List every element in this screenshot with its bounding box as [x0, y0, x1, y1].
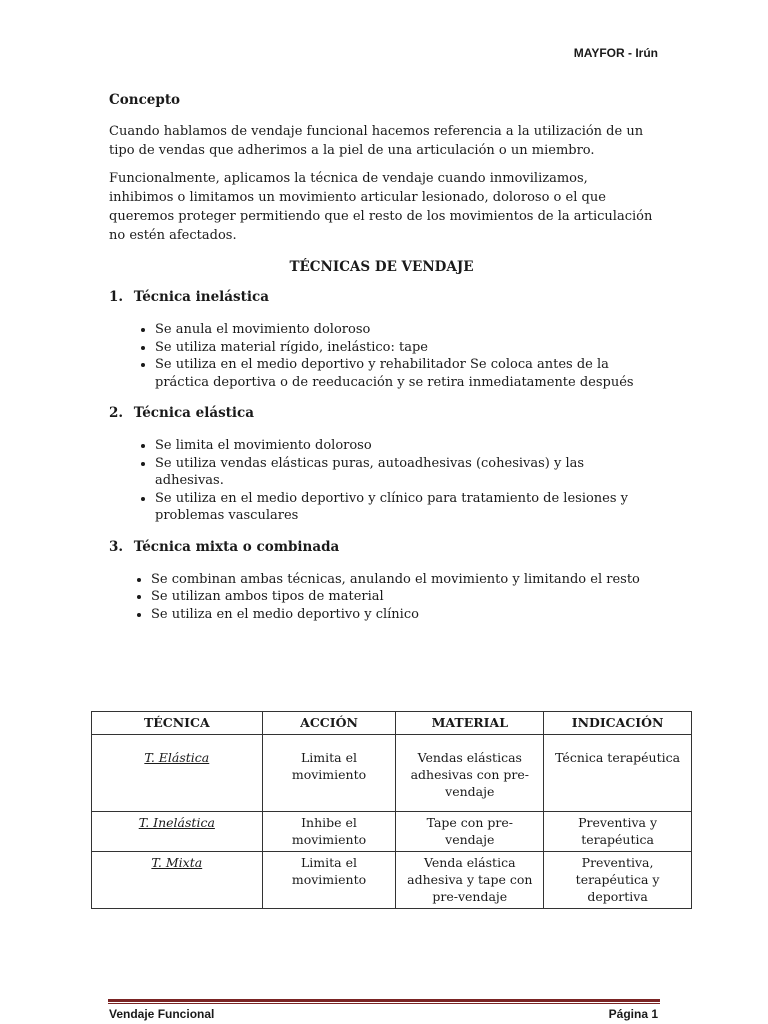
table-cell: Preventiva, terapéutica y deportiva [544, 852, 692, 909]
table-cell: Limita el movimiento [262, 735, 396, 812]
section-heading [109, 289, 654, 305]
table-header-cell: TÉCNICA [92, 712, 263, 735]
table-cell: Tape con pre-vendaje [396, 812, 544, 852]
techniques-table [91, 711, 692, 909]
section-number: 2. [109, 405, 124, 421]
list-item: • Se utiliza material rígido, inelástico: tape [155, 339, 654, 357]
table-cell: Vendas elásticas adhesivas con pre-vendaje [396, 735, 544, 812]
table-header-cell: MATERIAL [396, 712, 544, 735]
table-cell: Preventiva y terapéutica [544, 812, 692, 852]
section-heading [109, 539, 654, 555]
section-heading [109, 405, 654, 421]
table-row [92, 735, 692, 812]
table-header-cell: INDICACIÓN [544, 712, 692, 735]
list-item: • Se utiliza en el medio deportivo y rehabilitador Se coloca antes de la práctica deportiva o de reeducación y se retira inmediatamente después [155, 356, 654, 391]
footer-page-number: Página 1 [608, 1007, 658, 1021]
concept-paragraph-1: Cuando hablamos de vendaje funcional hacemos referencia a la utilización de un tipo de vendas que adherimos a la piel de una articulación o un miembro. [109, 124, 644, 158]
footer-divider-thin [108, 1003, 660, 1004]
section-title: Técnica mixta o combinada [133, 538, 340, 555]
bullet-list [109, 321, 654, 391]
table-row [92, 812, 692, 852]
list-item: • Se anula el movimiento doloroso [155, 321, 654, 339]
table-row [92, 852, 692, 909]
concept-paragraph-2: Funcionalmente, aplicamos la técnica de vendaje cuando inmovilizamos, inhibimos o limitamos un movimiento articular lesionado, doloroso o el que queremos proteger permitiendo que el resto de los movimientos de la articulación no estén afectados. [109, 171, 653, 243]
section-title: Técnica elástica [133, 405, 255, 421]
list-item: • Se utilizan ambos tipos de material [151, 588, 654, 606]
footer-divider [108, 999, 660, 1002]
list-item: • Se limita el movimiento doloroso [155, 437, 654, 455]
bullet-list [109, 571, 654, 624]
table-cell: T. Inelástica [92, 812, 263, 852]
document-body [109, 92, 654, 637]
table-cell: T. Mixta [92, 852, 263, 909]
section-title: Técnica inelástica [133, 289, 269, 305]
table-cell: Inhibe el movimiento [262, 812, 396, 852]
list-item: • Se utiliza en el medio deportivo y clínico para tratamiento de lesiones y problemas vasculares [155, 490, 654, 525]
section-number: 3. [109, 538, 124, 555]
table-cell: Venda elástica adhesiva y tape con pre-vendaje [396, 852, 544, 909]
list-item: • Se utiliza en el medio deportivo y clínico [151, 606, 654, 624]
list-item: • Se combinan ambas técnicas, anulando el movimiento y limitando el resto [151, 571, 654, 589]
techniques-title: TÉCNICAS DE VENDAJE [289, 259, 474, 275]
bullet-list [109, 437, 654, 525]
table-cell: Técnica terapéutica [544, 735, 692, 812]
section-number: 1. [109, 289, 124, 305]
footer-left: Vendaje Funcional [109, 1007, 215, 1021]
table-header-cell: ACCIÓN [262, 712, 396, 735]
table-header-row [92, 712, 692, 735]
list-item: • Se utiliza vendas elásticas puras, autoadhesivas (cohesivas) y las adhesivas. [155, 455, 654, 490]
table-cell: Limita el movimiento [262, 852, 396, 909]
concept-heading: Concepto [109, 92, 181, 108]
table-cell: T. Elástica [92, 735, 263, 812]
header-right: MAYFOR - Irún [573, 46, 658, 60]
